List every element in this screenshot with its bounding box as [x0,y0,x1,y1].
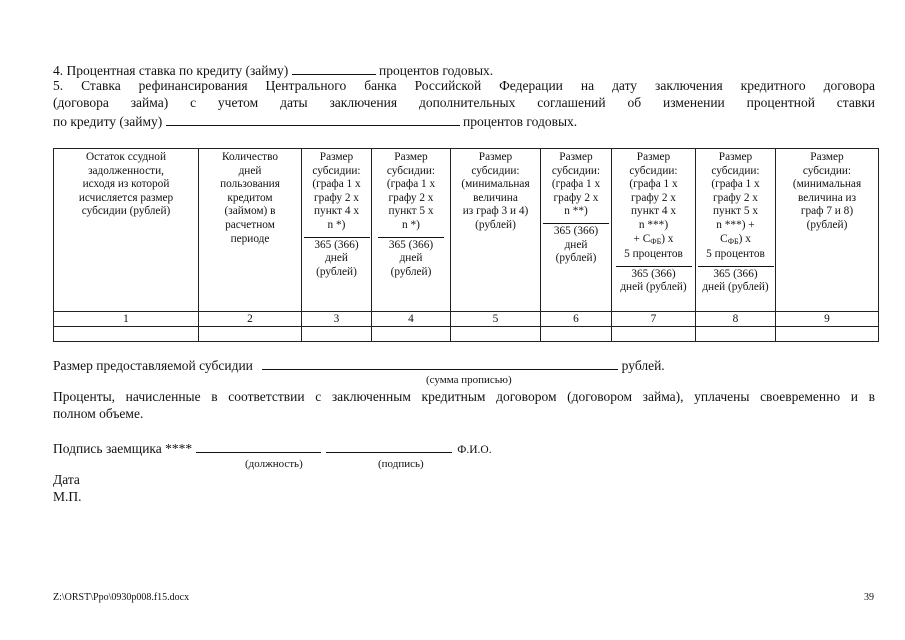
item-5-line-1: 5. Ставка рефинансирования Центрального банка Российской Федерации на дату заключения кредитного договора [53,78,875,93]
signature-label: Подпись заемщика **** [53,441,193,456]
interest-statement-line-1: Проценты, начисленные в соответствии с заключенным кредитным договором (договором займа), уплачены своевременно и в [53,389,875,404]
subsidy-amount-blank[interactable] [262,357,618,370]
item-5-line-2: (договора займа) с учетом даты заключения дополнительных соглашений об изменении процентной ставки [53,95,875,110]
footer-file-path: Z:\ORST\Ppo\0930p008.f15.docx [53,592,190,603]
fraction-line: 365 (366) дней (рублей) [543,223,609,266]
table-cell[interactable] [372,327,451,342]
column-number: 3 [302,312,372,327]
column-6-header: Размер субсидии: (графа 1 х графу 2 х n **) 365 (366) дней (рублей) [541,149,612,312]
column-number: 5 [451,312,541,327]
position-caption: (должность) [245,458,303,470]
table-cell[interactable] [54,327,199,342]
signature-blank[interactable] [326,440,452,453]
subsidy-amount-label: Размер предоставляемой субсидии [53,358,253,373]
item-4-label: 4. Процентная ставка по кредиту (займу) [53,63,289,78]
subsidy-amount-suffix: рублей. [621,358,665,373]
table-cell[interactable] [199,327,302,342]
subsidy-table [53,148,879,342]
position-blank[interactable] [196,440,321,453]
column-4-header: Размер субсидии: (графа 1 х графу 2 х пункт 5 х n *) 365 (366) дней (рублей) [372,149,451,312]
subsidy-amount-caption: (сумма прописью) [426,374,512,386]
table-cell[interactable] [451,327,541,342]
column-number: 7 [612,312,696,327]
column-8-header: Размер субсидии: (графа 1 х графу 2 х пункт 5 х n ***) + $С_{ФБ}$) х 5 процентов 365 (366) дней (рублей) [696,149,776,312]
column-1-header: Остаток ссудной задолженности, исходя из которой исчисляется размер субсидии (рублей) [54,149,199,312]
table-cell[interactable] [302,327,372,342]
item-5-suffix: процентов годовых. [463,114,578,129]
signature-caption: (подпись) [378,458,424,470]
signature-line [53,440,492,458]
table-data-row [54,327,879,342]
column-number: 6 [541,312,612,327]
table-cell[interactable] [612,327,696,342]
table-cell[interactable] [776,327,879,342]
column-number: 8 [696,312,776,327]
column-9-header: Размер субсидии: (минимальная величина из граф 7 и 8) (рублей) [776,149,879,312]
fio-label: Ф.И.О. [457,444,492,456]
table-cell[interactable] [696,327,776,342]
item-5-line-3 [53,113,577,130]
column-2-header: Количество дней пользования кредитом (займом) в расчетном периоде [199,149,302,312]
item-5-label: по кредиту (займу) [53,114,163,129]
column-3-header: Размер субсидии: (графа 1 х графу 2 х пункт 4 х n *) 365 (366) дней (рублей) [302,149,372,312]
subsidy-amount-line [53,357,665,374]
date-label: Дата [53,472,80,487]
table-cell[interactable] [541,327,612,342]
column-numbers-row [54,312,879,327]
page-number: 39 [864,592,874,603]
item-4-line [53,62,493,79]
fraction-line: 365 (366) дней (рублей) [378,237,444,280]
column-number: 1 [54,312,199,327]
column-number: 4 [372,312,451,327]
seal-label: М.П. [53,489,82,504]
column-number: 2 [199,312,302,327]
column-number: 9 [776,312,879,327]
interest-statement-line-2: полном объеме. [53,406,144,421]
table-header-row [54,149,879,312]
fraction-line: 365 (366) дней (рублей) [304,237,370,280]
item-4-rate-blank[interactable] [292,62,376,75]
item-5-rate-blank[interactable] [166,113,460,126]
fraction-line: 365 (366) дней (рублей) [616,266,692,295]
fraction-line: 365 (366) дней (рублей) [698,266,774,295]
column-7-header: Размер субсидии: (графа 1 х графу 2 х пункт 4 х n ***) + $С_{ФБ}$) х 5 процентов 365 (366) дней (рублей) [612,149,696,312]
item-4-suffix: процентов годовых. [379,63,494,78]
column-5-header: Размер субсидии: (минимальная величина из граф 3 и 4) (рублей) [451,149,541,312]
